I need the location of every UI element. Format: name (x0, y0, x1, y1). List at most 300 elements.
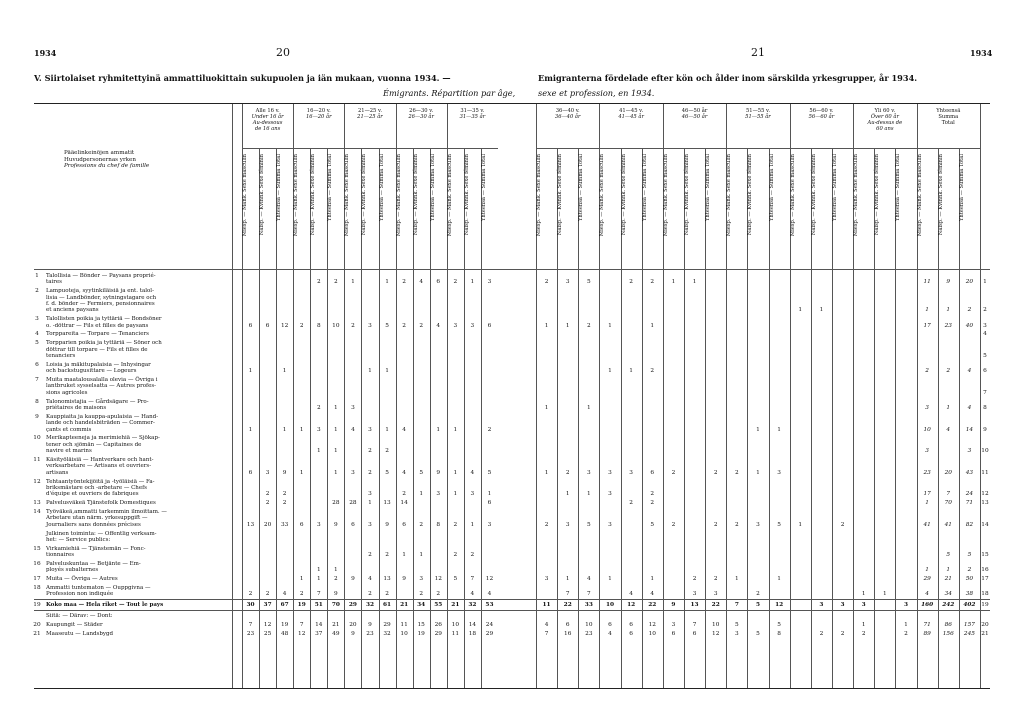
row-number-right: 6 (983, 368, 987, 375)
row-label: Torpparien poikia ja tyttäriä — Söner och döttrar till torpare — Fils et filles de tenanciers (46, 340, 162, 359)
table-cell: 2 (734, 469, 739, 476)
row-number-right: 9 (983, 426, 987, 433)
table-cell: 2 (565, 469, 570, 476)
table-cell: 1 (629, 368, 633, 375)
table-cell: 2 (967, 567, 972, 574)
table-cell: 10 (605, 602, 615, 609)
sub-column-header: Naisp. — Kvinnk. Sexe féminin (361, 154, 368, 236)
age-group-label: 26—30 år (408, 114, 434, 120)
stub-rule (232, 104, 233, 688)
row-number: 18 (33, 585, 41, 591)
table-cell: 7 (586, 591, 591, 598)
row-number-right: 10 (981, 448, 989, 455)
table-title-right: Emigranterna fördelade efter kön och ålder inom särskilda yrkesgrupper, år 1934. (538, 73, 918, 83)
table-cell: 4 (629, 591, 633, 598)
table-cell: 1 (925, 567, 929, 574)
sub-column-header: Miesp. — Mank. Sexe masculin (599, 154, 606, 237)
table-cell: 86 (944, 621, 952, 628)
table-cell: 19 (280, 621, 289, 628)
age-group-label: 31—35 år (459, 114, 486, 120)
table-cell: 3 (470, 322, 475, 329)
row-number: 9 (35, 413, 39, 420)
table-cell: 1 (248, 426, 253, 433)
age-group-header (599, 108, 662, 120)
sub-column-header: Naisp. — Kvinnk. Sexe féminin (259, 154, 266, 236)
table-cell: 6 (265, 322, 270, 329)
table-cell: 6 (487, 500, 492, 507)
age-group-label: 41—45 år (618, 114, 644, 120)
row-number-right: 1 (983, 279, 987, 286)
age-group-header (396, 108, 447, 120)
table-cell: 7 (470, 576, 475, 583)
row-number: 16 (33, 561, 41, 567)
table-cell: 6 (487, 322, 492, 329)
table-cell: 33 (280, 521, 289, 528)
table-cell: 9 (334, 591, 338, 598)
row-label: Siitä: — Därav: — Dont: (46, 613, 113, 619)
row-number: 19 (33, 602, 41, 609)
table-cell: 2 (265, 500, 270, 507)
table-cell: 11 (923, 279, 931, 286)
row-label: Maaseutu — Landsbygd (46, 630, 114, 637)
table-cell: 12 (648, 621, 656, 628)
group-subrule (293, 148, 344, 149)
sub-column-header: Naisp. — Kvinnk. Sexe féminin (557, 154, 564, 236)
table-cell: 2 (453, 521, 458, 528)
table-cell: 1 (565, 491, 570, 498)
group-subrule (853, 148, 916, 149)
table-cell: 2 (671, 521, 676, 528)
group-subrule (242, 148, 293, 149)
table-cell: 1 (882, 591, 887, 598)
sub-column-header: Naisp. — Kvinnk. Sexe féminin (684, 154, 690, 236)
row-number-right: 4 (983, 331, 987, 338)
table-cell: 4 (470, 591, 475, 598)
table-cell: 41 (923, 521, 931, 528)
table-cell: 1 (586, 491, 591, 498)
table-cell: 1 (487, 491, 492, 498)
table-cell: 3 (713, 591, 718, 598)
table-cell: 10 (400, 630, 408, 637)
table-cell: 2 (453, 552, 458, 559)
table-cell: 3 (487, 279, 492, 286)
table-cell: 70 (331, 602, 340, 609)
table-cell: 2 (925, 368, 929, 375)
table-cell: 6 (248, 469, 253, 476)
table-cell: 4 (650, 591, 655, 598)
table-cell: 5 (586, 521, 591, 528)
table-cell: 11 (451, 630, 460, 637)
table-cell: 3 (608, 491, 612, 498)
group-subrule (790, 148, 853, 149)
table-cell: 2 (756, 591, 760, 598)
age-group-label: 26—30 v. (409, 108, 434, 114)
sub-rule (895, 148, 896, 688)
table-cell: 5 (777, 621, 781, 628)
table-cell: 3 (470, 491, 475, 498)
sub-column-header: Miesp. — Mank. Sexe masculin (916, 154, 923, 237)
table-cell: 38 (965, 591, 974, 598)
row-label: Käsityöläisiä — Hantverkare och hant- verksarbetare — Artisans et ouvriers- artisans (46, 457, 154, 476)
table-cell: 5 (419, 469, 424, 476)
table-cell: 82 (965, 521, 974, 528)
table-cell: 15 (417, 621, 425, 628)
table-cell: 2 (265, 491, 270, 498)
table-cell: 5 (756, 630, 760, 637)
sub-column-header: Miesp. — Mank. Sexe masculin (395, 154, 402, 237)
table-cell: 1 (316, 576, 321, 583)
table-cell: 1 (904, 621, 908, 628)
table-cell: 1 (282, 368, 287, 375)
table-cell: 3 (925, 405, 929, 411)
sub-rule (578, 148, 579, 688)
table-cell: 1 (402, 552, 406, 559)
table-cell: 9 (368, 621, 372, 628)
age-group-label: 41—45 v. (619, 108, 644, 114)
table-cell: 3 (861, 602, 866, 609)
row-label: Julkinen toiminta: — Offentlig verksam- het: — Service publics: (46, 530, 157, 543)
row-number-right: 16 (981, 567, 989, 574)
table-cell: 2 (650, 491, 655, 498)
table-cell: 2 (316, 405, 321, 411)
table-cell: 71 (923, 621, 931, 628)
table-cell: 8 (316, 322, 321, 329)
table-cell: 2 (351, 322, 355, 329)
table-cell: 160 (921, 602, 934, 609)
group-subrule (599, 148, 662, 149)
table-cell: 3 (368, 426, 372, 433)
row-label: Lampuoteja, syytinkiläisiä ja ent. talol- lisia — Landbönder, sytningstagare och f. d. bönder — Fermiers, pensionnaires et anciens paysans (46, 288, 157, 314)
sub-column-header: Naisp. — Kvinnk. Sexe féminin (412, 154, 419, 236)
table-cell: 17 (923, 322, 931, 329)
table-cell: 3 (316, 426, 321, 433)
sub-rule (832, 148, 833, 688)
row-number: 15 (33, 545, 41, 552)
table-cell: 10 (712, 621, 720, 628)
age-group-header (663, 108, 726, 120)
table-cell: 1 (608, 368, 612, 375)
table-cell: 1 (419, 491, 424, 498)
table-cell: 12 (627, 602, 636, 609)
stub-header-line: Huvudpersonernas yrken (64, 156, 136, 163)
table-cell: 49 (332, 630, 340, 637)
sub-column-header: Miesp. — Mank. Sexe masculin (446, 154, 453, 237)
table-cell: 1 (586, 405, 591, 411)
table-cell: 12 (298, 630, 306, 637)
table-cell: 7 (946, 491, 951, 498)
table-cell: 4 (402, 469, 406, 476)
table-cell: 19 (297, 602, 306, 609)
table-cell: 3 (840, 602, 845, 609)
table-cell: 3 (692, 591, 697, 598)
table-cell: 32 (468, 602, 477, 609)
table-cell: 3 (368, 322, 372, 329)
row-number: 4 (35, 331, 39, 338)
table-cell: 2 (819, 630, 824, 637)
sub-column-header: Yhteensä — Summa Total (641, 154, 648, 222)
row-label: Talollisten poikia ja tyttäriä — Bondsöner o. -döttrar — Fils et filles de paysans (46, 316, 162, 329)
age-group-label: 46—50 år (681, 114, 708, 120)
table-cell: 34 (944, 591, 952, 598)
table-cell: 37 (263, 602, 272, 609)
table-cell: 70 (944, 500, 952, 507)
table-cell: 71 (965, 500, 974, 507)
table-cell: 2 (840, 521, 845, 528)
row-number: 13 (33, 500, 41, 507)
table-cell: 14 (315, 621, 323, 628)
table-cell: 8 (436, 521, 441, 528)
table-cell: 7 (734, 602, 739, 609)
table-cell: 1 (650, 576, 655, 583)
table-cell: 18 (468, 630, 477, 637)
age-group-header (242, 108, 293, 132)
table-cell: 1 (565, 576, 570, 583)
table-cell: 23 (944, 322, 952, 329)
table-cell: 2 (334, 576, 338, 583)
table-cell: 2 (946, 368, 951, 375)
table-cell: 4 (470, 469, 475, 476)
age-group-label: 51—55 år (745, 114, 771, 120)
header-rule (34, 269, 990, 270)
sub-column-header: Yhteensä — Summa Total (768, 154, 775, 222)
table-subtitle-right: sexe et profession, en 1934. (538, 88, 655, 98)
table-cell: 3 (436, 491, 441, 498)
row-label: Palveluskuntaa — Betjänte — Em- ployés subalternes (46, 561, 141, 574)
table-cell: 5 (734, 621, 739, 628)
year-left: 1934 (34, 48, 57, 58)
table-cell: 1 (385, 426, 389, 433)
table-cell: 2 (265, 591, 270, 598)
table-cell: 41 (944, 521, 952, 528)
group-subrule (447, 148, 498, 149)
table-cell: 29 (434, 630, 442, 637)
row-number: 10 (33, 435, 41, 442)
table-cell: 1 (692, 279, 697, 286)
table-cell: 2 (650, 368, 655, 375)
table-cell: 20 (944, 469, 952, 476)
table-cell: 4 (967, 368, 972, 375)
table-cell: 157 (963, 621, 975, 628)
row-number-right: 19 (981, 602, 989, 609)
row-label: Kauppiaita ja kauppa-apulaisia — Hand- lande och handelsbiträden — Commer- çants et commis (46, 413, 159, 433)
table-cell: 1 (299, 576, 304, 583)
table-cell: 1 (334, 426, 338, 433)
sub-column-header: Naisp. — Kvinnk. Sexe féminin (874, 154, 881, 236)
table-cell: 2 (967, 307, 972, 314)
row-number: 3 (35, 316, 39, 323)
sub-column-header: Miesp. — Mank. Sexe masculin (242, 154, 248, 237)
table-cell: 12 (712, 630, 720, 637)
row-number-right: 21 (981, 630, 989, 637)
table-cell: 20 (965, 279, 974, 286)
table-cell: 67 (280, 602, 289, 609)
age-group-label: Yli 60 v. (874, 108, 896, 114)
table-cell: 7 (692, 621, 697, 628)
table-cell: 1 (925, 307, 929, 314)
age-group-header (726, 108, 789, 120)
table-cell: 3 (565, 521, 570, 528)
table-cell: 9 (402, 576, 406, 583)
table-cell: 7 (248, 621, 253, 628)
table-cell: 12 (280, 322, 289, 329)
age-group-label: 46—50 år (681, 108, 708, 114)
table-cell: 9 (334, 521, 338, 528)
table-cell: 32 (365, 602, 375, 609)
table-cell: 1 (470, 279, 475, 286)
sub-rule (705, 148, 706, 688)
table-cell: 156 (942, 630, 954, 637)
table-cell: 4 (351, 426, 355, 433)
table-cell: 4 (946, 426, 951, 433)
table-cell: 2 (368, 469, 372, 476)
table-cell: 4 (436, 322, 441, 329)
row-number: 5 (35, 340, 39, 347)
table-cell: 1 (299, 469, 304, 476)
sub-column-header: Yhteensä — Summa Total (832, 154, 838, 222)
table-cell: 2 (487, 426, 492, 433)
table-cell: 2 (470, 552, 475, 559)
table-cell: 6 (351, 521, 355, 528)
row-number: 12 (33, 478, 41, 485)
age-group-label: 21—25 v. (357, 108, 382, 114)
row-number-right: 12 (981, 491, 989, 498)
page-number-left: 20 (276, 46, 290, 59)
table-cell: 1 (419, 552, 424, 559)
table-cell: 50 (965, 576, 974, 583)
table-cell: 4 (402, 426, 406, 433)
table-cell: 2 (385, 552, 389, 559)
sub-column-header: Miesp. — Mank. Sexe masculin (853, 154, 860, 237)
sub-column-header: Yhteensä — Summa Total (480, 154, 487, 222)
table-cell: 9 (351, 576, 355, 583)
age-group-label: Summa (938, 114, 959, 120)
age-group-label: Au-dessous (252, 120, 283, 126)
table-cell: 3 (351, 405, 355, 411)
table-cell: 2 (248, 591, 253, 598)
table-cell: 3 (967, 448, 972, 455)
row-number: 1 (35, 273, 39, 279)
table-cell: 17 (923, 491, 931, 498)
table-cell: 4 (586, 576, 591, 583)
group-subrule (917, 148, 980, 149)
table-cell: 1 (946, 405, 951, 411)
table-cell: 3 (368, 521, 372, 528)
row-label: Talollisia — Bönder — Paysans proprié- taires (46, 273, 156, 286)
total-rule (34, 599, 990, 600)
table-cell: 2 (299, 591, 304, 598)
table-cell: 33 (584, 602, 593, 609)
table-cell: 1 (385, 279, 389, 286)
table-cell: 3 (903, 602, 909, 609)
table-cell: 3 (925, 448, 929, 455)
sub-column-header: Naisp. — Kvinnk. Sexe féminin (463, 154, 470, 236)
table-cell: 6 (692, 630, 697, 637)
table-cell: 89 (923, 630, 931, 637)
table-cell: 1 (368, 368, 372, 375)
sub-column-header: Yhteensä — Summa Total (327, 154, 334, 222)
table-cell: 1 (946, 307, 951, 314)
row-number-right: 7 (983, 389, 987, 396)
table-cell: 53 (485, 602, 494, 609)
table-cell: 1 (650, 322, 655, 329)
table-cell: 24 (965, 491, 974, 498)
age-group-header (853, 108, 916, 132)
table-cell: 2 (692, 576, 697, 583)
table-cell: 1 (368, 500, 372, 507)
table-cell: 1 (861, 621, 866, 628)
table-cell: 3 (671, 621, 676, 628)
table-cell: 2 (299, 322, 304, 329)
row-label: Palvelusväkeä Tjänstefolk Domestiques (46, 500, 156, 507)
sub-column-header: Miesp. — Mank. Sexe masculin (662, 154, 669, 237)
row-label: Muita — Övriga — Autres (46, 576, 118, 583)
table-cell: 2 (904, 630, 908, 637)
table-cell: 1 (544, 405, 549, 411)
group-subrule (536, 148, 599, 149)
table-cell: 6 (248, 322, 253, 329)
table-cell: 1 (436, 426, 441, 433)
table-cell: 1 (861, 591, 866, 598)
table-cell: 9 (282, 469, 287, 476)
table-cell: 23 (923, 469, 931, 476)
table-cell: 9 (671, 602, 676, 609)
table-cell: 3 (419, 576, 424, 583)
sub-column-header: Naisp. — Kvinnk. Sexe féminin (620, 154, 627, 236)
table-cell: 2 (402, 279, 406, 286)
table-cell: 28 (349, 500, 357, 507)
table-cell: 5 (755, 602, 761, 609)
sub-column-header: Naisp. — Kvinnk. Sexe féminin (810, 154, 817, 236)
row-label: Tehtaantyöntekijöitä ja -työläisiä — Fa- briksmästare och -arbetare — Chefs d'équipe et ouvriers de fabriques (46, 478, 155, 498)
sub-column-header: Miesp. — Mank. Sexe masculin (344, 154, 351, 237)
table-cell: 1 (777, 576, 781, 583)
row-label: Virkamiehiä — Tjänstemän — Fonc- tionnaires (46, 545, 146, 559)
row-number: 8 (35, 398, 39, 405)
table-cell: 2 (334, 279, 338, 286)
table-cell: 6 (436, 279, 441, 286)
table-cell: 2 (368, 591, 372, 598)
table-cell: 21 (451, 602, 460, 609)
sub-column-header: Miesp. — Mank. Sexe masculin (536, 154, 542, 237)
table-cell: 24 (485, 621, 494, 628)
table-cell: 3 (629, 469, 633, 476)
table-cell: 22 (711, 602, 720, 609)
table-cell: 51 (314, 602, 323, 609)
table-cell: 1 (756, 426, 760, 433)
table-cell: 1 (608, 576, 612, 583)
table-cell: 1 (925, 500, 929, 507)
table-cell: 3 (351, 469, 355, 476)
age-group-header (790, 108, 853, 120)
table-cell: 1 (334, 469, 338, 476)
table-cell: 5 (385, 469, 389, 476)
table-cell: 1 (608, 322, 612, 329)
stub-header-line: Pääelinkeinöjen ammatit (64, 150, 135, 156)
table-cell: 3 (819, 602, 824, 609)
table-cell: 19 (417, 630, 425, 637)
table-cell: 5 (967, 552, 972, 559)
age-group-label: Över 60 år (870, 114, 899, 120)
table-cell: 29 (348, 602, 357, 609)
table-cell: 37 (315, 630, 323, 637)
table-cell: 2 (368, 552, 372, 559)
table-cell: 2 (282, 500, 287, 507)
age-group-header (293, 108, 344, 120)
table-cell: 4 (925, 591, 929, 598)
table-cell: 3 (608, 469, 612, 476)
table-cell: 2 (402, 322, 406, 329)
table-cell: 2 (385, 448, 389, 455)
